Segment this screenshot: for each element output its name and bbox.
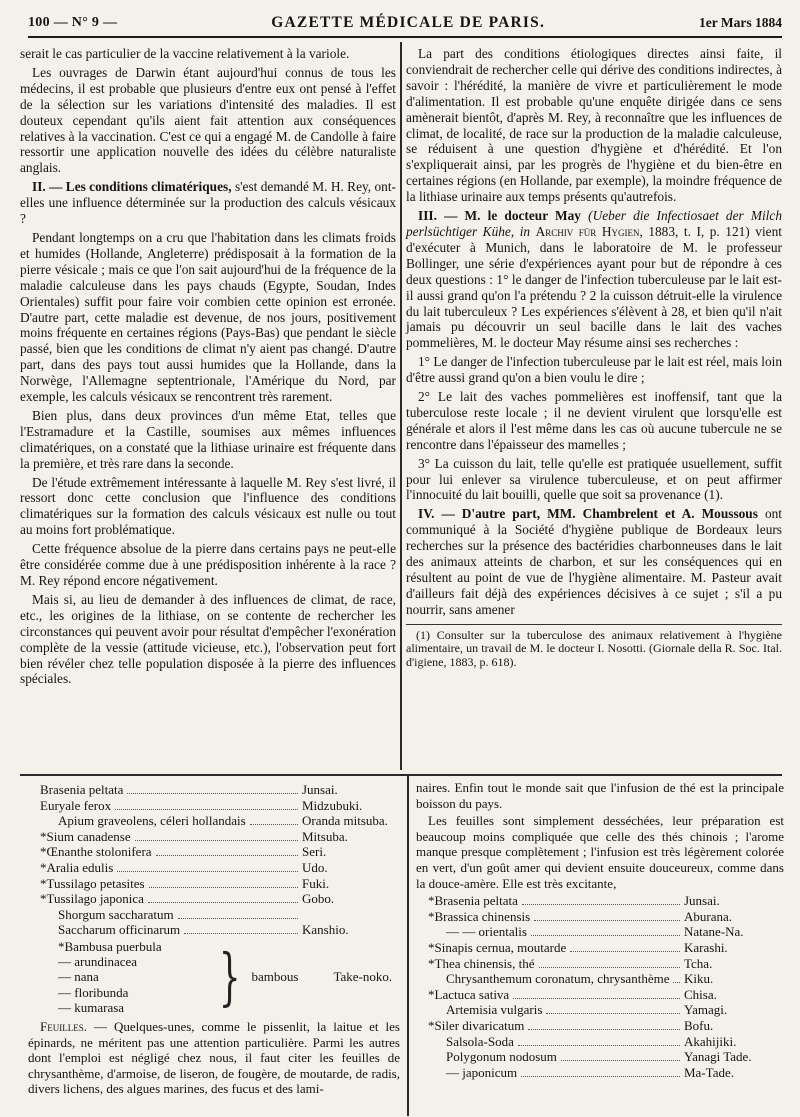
feuilles-paragraph [28,1019,400,1097]
dot-leader [561,1059,680,1061]
dot-leader [148,901,298,903]
japanese-name: Chisa. [684,986,717,1002]
plant-entry [416,909,784,925]
japanese-name: Take-noko. [333,969,393,985]
japanese-name: Ma-Tade. [684,1064,734,1080]
dot-leader [184,932,298,934]
latin-name: *Aralia edulis [40,859,114,875]
dot-leader [518,1044,680,1046]
dot-leader [135,839,298,841]
dot-leader [250,823,298,825]
article-title: (Ueber die Infectiosaet der Milch perlsüchtiger Kühe, in [406,208,782,239]
plant-entry [28,844,400,860]
latin-name: Chrysanthemum coronatum, chrysanthème [446,971,670,987]
section-paragraph-ii [20,179,396,227]
plant-entry [28,860,400,876]
plant-entry [28,829,400,845]
plant-entry [28,907,400,923]
plant-entry [416,971,784,987]
latin-name: Saccharum officinarum [58,922,181,938]
plant-entry [416,924,784,940]
column-divider [400,42,402,770]
latin-name: Shorgum saccharatum [58,906,174,922]
plant-entry [28,922,400,938]
latin-name: Polygonum nodosum [446,1049,557,1065]
plant-entry [416,1002,784,1018]
japanese-name: Natane-Na. [684,924,744,940]
paragraph: Les ouvrages de Darwin étant aujourd'hui connus de tous les médecins, il est probable que plusieurs d'entre eux ont pensé à l'effet de la sélection sur les variations d'intensité des maladies. Il est douteux cependant qu'ils aient fait attention aux conséquences relatives à la vaccination. C'est ce qui a engagé M. de Candolle à faire ressortir une application nouvelle des idées du célèbre naturaliste anglais. [20,64,396,176]
plant-entry [416,940,784,956]
japanese-name: Junsai. [302,782,338,797]
section-divider [20,774,782,776]
journal-title: GAZETTE MÉDICALE DE PARIS. [271,14,546,31]
paragraph: 2° Le lait des vaches pommelières est inoffensif, tant que la tuberculose reste locale ; il ne devient virulent que lorsqu'elle est générale et alors il l'est même dans les cas où aucune tubercule ne se rencontre dans l'épaisseur des mamelles ; [406,389,782,452]
paragraph: 1° Le danger de l'infection tuberculeuse par le lait est réel, mais loin d'être aussi grand qu'on a bien voulu le dire ; [406,354,782,386]
brace-glyph: } [218,939,241,1013]
section-heading: IV. — D'autre part, MM. Chambrelent et A. Moussous [418,506,758,522]
footnote-divider [406,624,782,625]
section-heading: III. — M. le docteur May [418,208,581,224]
japanese-name: Mitsuba. [302,828,348,844]
dot-leader [513,997,680,999]
page-number: 100 — N° 9 — [28,15,118,30]
section-heading: II. — Les conditions climatériques, [32,179,232,195]
section-paragraph-iii [406,208,782,351]
japanese-name: Akahijiki. [684,1033,737,1049]
japanese-name: Gobo. [302,891,335,907]
dot-leader [117,870,298,872]
plant-entry [28,798,400,814]
paragraph: Mais si, au lieu de demander à des influences de climat, de race, etc., les origines de la lithiase, on se contente de rechercher les circonstances qui peuvent avoir pour résultat d'empêcher l'exonération complète de la vessie (attitude vicieuse, etc.), l'observation peut fort bien révéler chez telle population disposée à la pierre des influences spéciales. [20,591,396,687]
latin-name: — japonicum [446,1064,518,1080]
bamboo-species-name: — nana [58,969,99,985]
paragraph: Bien plus, dans deux provinces d'un même Etat, telles que l'Estramadure et la Castille, soumises aux mêmes influences climatériques, on a constaté que la lithiase urinaire est fréquente dans la première, et très rare dans la seconde. [20,407,396,471]
japanese-name: Kiku. [684,971,714,987]
dot-leader [178,917,298,919]
japanese-name: Bofu. [684,1017,714,1033]
latin-name: *Thea chinensis, thé [428,955,535,971]
section-paragraph-iv [406,506,782,617]
paragraph-text: 1883, t. I, p. 121) vient d'exécuter à Munich, dans le laboratoire de M. le professeur Bollinger, une série d'expériences ayant pour but de répondre à ces deux questions : 1° le danger de l'infection tuberculeuse par le lait est-il aussi grand qu'on l'a prétendu ? 2 la cuisson détruit-elle la virulence du lait tuberculeux ? Les expériences s'élèvent à 28, et bien qu'il n'ait jamais pu découvrir un seul bacille dans le lait des vaches pommelières, M. le docteur May résume ainsi ses recherches : [406,223,782,351]
latin-name: *Tussilago petasites [40,875,145,891]
dot-leader [546,1012,680,1014]
latin-name: *Sium canadense [40,828,131,844]
japanese-name: Seri. [302,844,327,860]
plant-entry [416,1018,784,1034]
plant-list [416,893,784,1080]
dot-leader [528,1028,680,1030]
plant-entry [28,813,400,829]
plant-entry [416,987,784,1003]
bottom-left-column [28,782,400,1097]
right-column [406,46,782,669]
plant-entry [28,782,400,798]
page-header [28,10,782,38]
paragraph: serait le cas particulier de la vaccine relativement à la variole. [20,46,350,61]
issue-date: 1er Mars 1884 [699,15,782,30]
japanese-name: Midzubuki. [302,797,363,813]
plant-entry [416,1034,784,1050]
latin-name: Euryale ferox [40,797,112,813]
section-heading: Feuilles. [40,1018,87,1034]
paragraph-text: ont communiqué à la Société d'hygiène publique de Bordeaux leurs recherches sur la présence des bactéridies charbonneuses dans le lait des animaux atteints de charbon, et sur les conséquences qui en résultent au point de vue de l'hygiène alimentaire. M. Pasteur avait d'ailleurs fait déjà des expériences décisives à ce sujet ; s'il a pu nourrir, sans amener [406,506,783,617]
latin-name: Brasenia peltata [40,782,124,797]
paragraph-text: — Quelques-unes, comme le pissenlit, la laitue et les épinards, ne méritent pas une attention particulière. Parmi les autres dont l'emploi est négligé chez nous, il faut citer les feuilles de chrysanthème, d'armoise, de liseron, de fougère, de moutarde, de radis, divers lichens, des algues marines, des fucus et des lami- [28,1018,400,1097]
latin-name: — — orientalis [446,924,527,940]
dot-leader [539,966,681,968]
dot-leader [522,903,680,905]
japanese-name: Karashi. [684,939,728,955]
dot-leader [127,792,298,794]
footnote: (1) Consulter sur la tuberculose des animaux relativement à l'hygiène alimentaire, un travail de M. le docteur I. Nosotti. (Giornale della R. Soc. Ital. d'igiene, 1883, p. 618). [406,627,782,669]
plant-entry [416,956,784,972]
japanese-name: Oranda mitsuba. [302,813,388,829]
latin-name: *Lactuca sativa [428,986,510,1002]
paragraph: La part des conditions étiologiques directes ainsi faite, il conviendrait de rechercher celle qui dérive des conditions indirectes, à savoir : l'hérédité, la manière de vivre et particulièrement le mode d'alimentation. Il est probable qu'une enquête dirigée dans ce sens amènerait bientôt, d'après M. Rey, à reconnaître que les influences de climat, de localité, de race sur la production de la maladie calculeuse, se réduisent à une question d'hygiène et d'hérédité. Et l'on s'expliquerait ainsi, par les progrès de l'hygiène et du bien-être en certaines régions (en Hollande, par exemple), la moindre fréquence de la lithiase urinaire aux temps présents qu'autrefois. [406,46,782,205]
plant-list [28,782,400,938]
paragraph: Les feuilles sont simplement desséchées, leur préparation est beaucoup moins compliquée que celle des thés chinois ; l'arome manque presque complètement ; l'infusion est très légèrement colorée en vert, d'un goût amer qui devient ensuite douceureux, comme dans la douce-amère. Elle est très excitante, [416,813,784,891]
paragraph: Pendant longtemps on a cru que l'habitation dans les climats froids et humides (Hollande, Angleterre) prédisposait à la formation de la pierre vésicale ; mais ce que l'on sait aujourd'hui de la fréquence de la maladie calculeuse dans les pays chauds (Egypte, Soudan, Indes Orientales) suffit pour faire voir combien cette opinion est erronée. D'autre part, cette maladie est devenue, de nos jours, positivement moins fréquente en certaines régions (Pays-Bas) que pendant le siècle passé, bien que les conditions de climat n'y aient pas changé. D'autre part, dans des pays tout aussi humides que la Hollande, dans la Norwège, l'Allemagne septentrionale, l'Amérique du Nord, par exemple, les calculs vésicaux se rencontrent très rarement. [20,229,396,405]
paragraph: 3° La cuisson du lait, telle qu'elle est pratiquée usuellement, suffit pour lui enlever sa virulence tuberculeuse, et on peut affirmer l'innocuité du lait bouilli, quelle que soit sa provenance (1). [406,455,782,503]
dot-leader [521,1075,680,1077]
plant-entry [28,891,400,907]
bottom-right-column [416,780,784,1080]
left-column [20,46,396,690]
journal-name: Archiv für Hygien, [535,223,643,239]
latin-name: *Œnanthe stolonifera [40,844,152,860]
bamboo-species-name: — floribunda [58,984,129,1000]
latin-name: *Brasenia peltata [428,893,518,909]
plant-entry [28,876,400,892]
dot-leader [673,981,680,983]
dot-leader [149,886,298,888]
plant-entry [416,893,784,909]
latin-name: Salsola-Soda [446,1033,514,1049]
japanese-name: Tcha. [684,955,713,971]
paragraph-text: s'est demandé M. H. Rey, ont-elles une influence déterminée sur la production des calculs vésicaux ? [20,179,396,227]
paragraph: De l'étude extrêmement intéressante à laquelle M. Rey s'est livré, il ressort donc cette conclusion que l'influence des conditions climatériques sur la formation des calculs vésicaux est nulle ou tout au moins fort problématique. [20,474,396,538]
japanese-name: Junsai. [684,893,720,909]
japanese-name: Udo. [302,859,328,875]
plant-entry [416,1065,784,1081]
japanese-name: Aburana. [684,908,733,924]
bamboo-species-name: *Bambusa puerbula [58,938,162,954]
japanese-name: Kanshio. [302,922,349,938]
paragraph: Cette fréquence absolue de la pierre dans certains pays ne peut-elle être considérée comme due à une prédisposition inhérente à la race ? M. Rey répond encore négativement. [20,541,396,588]
latin-name: Artemisia vulgaris [446,1002,543,1018]
bamboo-species-name: — arundinacea [58,954,138,970]
dot-leader [570,950,680,952]
bamboo-label: bambous [251,969,299,985]
column-divider-bottom [407,776,409,1116]
dot-leader [156,854,298,856]
japanese-name: Yanagi Tade. [684,1049,752,1065]
japanese-name: Yamagi. [684,1002,728,1018]
bamboo-group [28,939,400,1015]
dot-leader [115,808,298,810]
dot-leader [534,919,680,921]
latin-name: *Tussilago japonica [40,891,144,907]
latin-name: *Brassica chinensis [428,908,531,924]
bamboo-species [28,939,208,1015]
japanese-name: Fuki. [302,875,330,891]
latin-name: *Siler divaricatum [428,1017,525,1033]
latin-name: *Sinapis cernua, moutarde [428,939,567,955]
paragraph: naires. Enfin tout le monde sait que l'infusion de thé est la principale boisson du pays. [416,780,784,811]
bamboo-species-name: — kumarasa [58,999,125,1015]
latin-name: Apium graveolens, céleri hollandais [58,813,246,829]
dot-leader [531,934,680,936]
plant-entry [416,1049,784,1065]
